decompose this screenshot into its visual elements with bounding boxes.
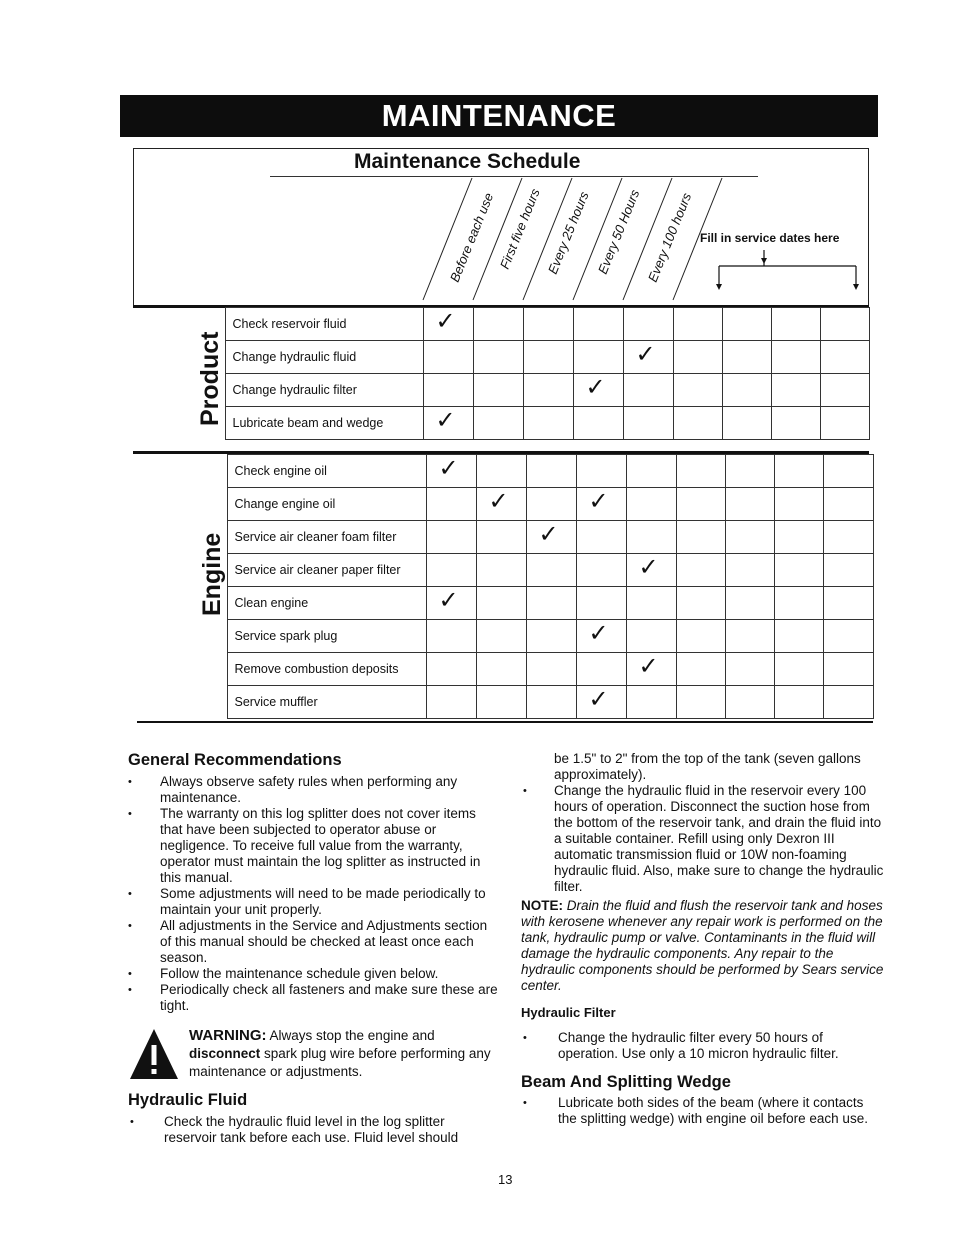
check-mark: ✓ [588, 686, 609, 713]
header-interval-3: Every 25 hours [544, 189, 592, 277]
task-label: Check engine oil [227, 455, 426, 488]
note-text: Drain the fluid and flush the reservoir tank and hoses with kerosene whenever any repair work is performed on the tank, hydraulic pump or valve. Contaminants in the fluid will damage the hydraulic components. Any repair to the hydraulic components should be performed by Sears service center. [521, 898, 884, 993]
table-row [135, 587, 873, 620]
check-mark: ✓ [438, 455, 459, 482]
product-schedule-table [133, 307, 870, 440]
hydraulic-fluid-list-2 [521, 783, 885, 895]
list-item: • All adjustments in the Service and Adjustments section of this manual should be checked at least once each season. [126, 918, 500, 966]
engine-schedule-table [135, 454, 874, 719]
task-label: Lubricate beam and wedge [225, 407, 423, 440]
check-mark: ✓ [585, 374, 606, 401]
table-row [135, 686, 873, 719]
header-interval-2: First five hours [496, 186, 543, 272]
task-label: Service muffler [227, 686, 426, 719]
product-group-label: Product [196, 331, 224, 426]
note-paragraph [521, 898, 885, 994]
task-label: Service air cleaner paper filter [227, 554, 426, 587]
list-item: • Periodically check all fasteners and make sure these are tight. [126, 982, 500, 1014]
hydraulic-fluid-continued: be 1.5" to 2" from the top of the tank (seven gallons approximately). [554, 751, 861, 782]
list-item: • Check the hydraulic fluid level in the log splitter reservoir tank before each use. Fluid level should [128, 1114, 500, 1146]
hydraulic-filter-heading: Hydraulic Filter [521, 1005, 616, 1020]
warning-icon [128, 1027, 180, 1081]
header-interval-4: Every 50 Hours [594, 187, 643, 277]
list-item: • Lubricate both sides of the beam (where it contacts the splitting wedge) with engine oil before each use. [521, 1095, 885, 1127]
warning-bold: disconnect [189, 1046, 261, 1061]
table-row [133, 341, 869, 374]
hydraulic-fluid-section [128, 1092, 500, 1146]
check-mark: ✓ [588, 620, 609, 647]
schedule-title: Maintenance Schedule [354, 150, 581, 173]
beam-list [521, 1095, 885, 1127]
warning-text-2: spark plug wire before performing any maintenance or adjustments. [189, 1046, 491, 1079]
check-mark: ✓ [488, 488, 509, 515]
note-label: NOTE: [521, 898, 563, 913]
list-item: • Follow the maintenance schedule given below. [126, 966, 500, 982]
check-mark: ✓ [638, 653, 659, 680]
task-label: Change engine oil [227, 488, 426, 521]
table-row [133, 308, 869, 341]
engine-group-label: Engine [198, 532, 226, 616]
hydraulic-filter-list [521, 1030, 885, 1062]
table-row [135, 488, 873, 521]
engine-bottom-rule [137, 721, 873, 723]
general-recommendations [128, 752, 500, 1014]
header-interval-1: Before each use [446, 190, 497, 285]
general-heading: General Recommendations [128, 751, 342, 769]
hydraulic-fluid-heading: Hydraulic Fluid [128, 1091, 248, 1109]
check-mark: ✓ [435, 308, 456, 335]
service-dates-label: Fill in service dates here [700, 231, 840, 245]
header-interval-5: Every 100 hours [644, 190, 695, 285]
table-row [133, 374, 869, 407]
check-mark: ✓ [588, 488, 609, 515]
list-item: • Some adjustments will need to be made periodically to maintain your unit properly. [126, 886, 500, 918]
task-label: Change hydraulic filter [225, 374, 423, 407]
beam-heading: Beam And Splitting Wedge [521, 1073, 731, 1091]
check-mark: ✓ [638, 554, 659, 581]
check-mark: ✓ [435, 407, 456, 434]
task-label: Service air cleaner foam filter [227, 521, 426, 554]
check-mark: ✓ [438, 587, 459, 614]
section-banner: MAINTENANCE [120, 95, 878, 137]
task-label: Check reservoir fluid [225, 308, 423, 341]
table-row [135, 455, 873, 488]
table-row [133, 407, 869, 440]
task-label: Remove combustion deposits [227, 653, 426, 686]
right-column [521, 751, 885, 1127]
hydraulic-fluid-list [128, 1114, 500, 1146]
interval-headers [0, 0, 954, 320]
list-item: • Always observe safety rules when performing any maintenance. [126, 774, 500, 806]
general-list [126, 774, 500, 1014]
page-number: 13 [498, 1172, 513, 1187]
warning-label: WARNING: [189, 1027, 267, 1044]
check-mark: ✓ [635, 341, 656, 368]
list-item: • Change the hydraulic filter every 50 hours of operation. Use only a 10 micron hydraulic filter. [521, 1030, 885, 1062]
check-mark: ✓ [538, 521, 559, 548]
table-row [135, 653, 873, 686]
table-row [135, 521, 873, 554]
task-label: Service spark plug [227, 620, 426, 653]
list-item: • The warranty on this log splitter does not cover items that have been subjected to operator abuse or negligence. To receive full value from the warranty, operator must maintain the log splitter as instructed in this manual. [126, 806, 500, 886]
table-row [135, 620, 873, 653]
service-dates-bracket [719, 250, 856, 288]
warning-text-1: Always stop the engine and [266, 1028, 435, 1043]
task-label: Change hydraulic fluid [225, 341, 423, 374]
task-label: Clean engine [227, 587, 426, 620]
table-row [135, 554, 873, 587]
list-item: • Change the hydraulic fluid in the reservoir every 100 hours of operation. Disconnect the suction hose from the bottom of the reservoir tank, and drain the fluid into a suitable container. Refill using only Dexron III automatic transmission fluid or 10W non-foaming hydraulic fluid. Also, make sure to change the hydraulic filter. [521, 783, 885, 895]
warning-text [189, 1027, 499, 1081]
